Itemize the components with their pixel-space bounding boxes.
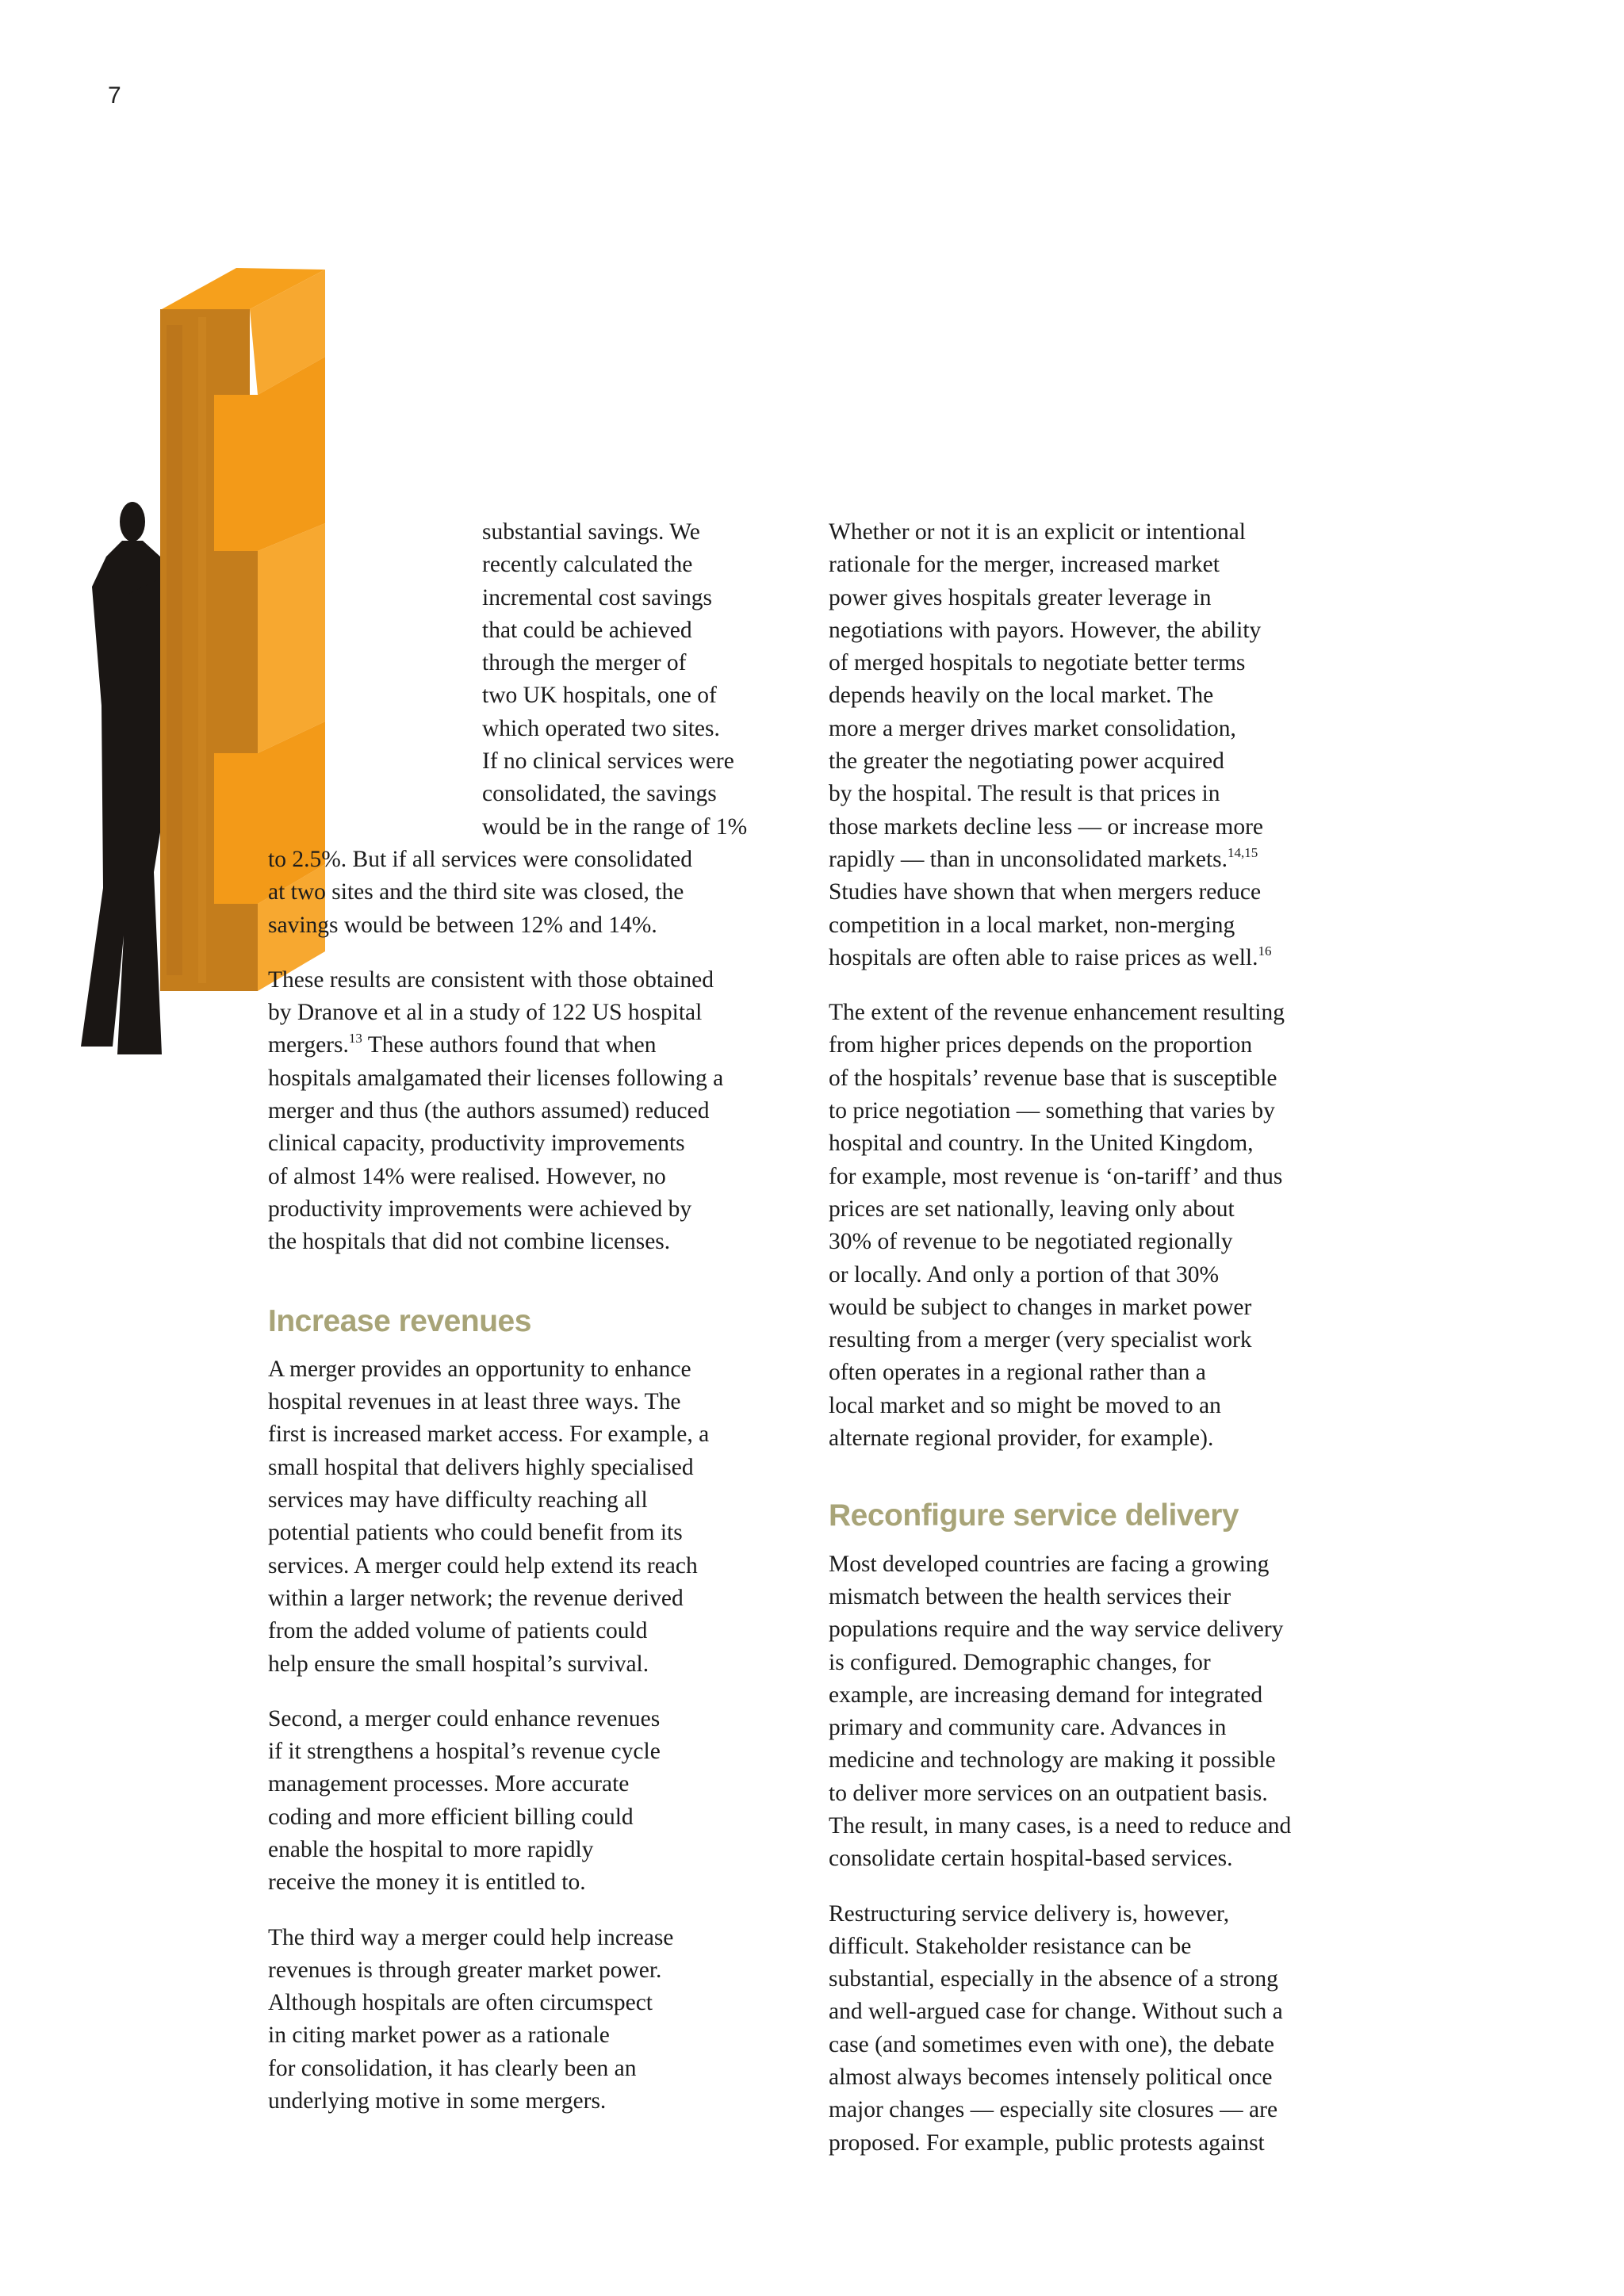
intro-paragraph-continued: to 2.5%. But if all services were consolidated at two sites and the third site was closed, the savings would be between 12% and 14%. bbox=[268, 846, 692, 938]
right-column bbox=[829, 516, 1352, 2182]
intro-paragraph-indented: substantial savings. We recently calculated the incremental cost savings that could be achieved through the merger of two UK hospitals, one of which operated two sites. If no clinical services were consolidated, the savings would be in the range of 1% bbox=[482, 519, 748, 840]
footnote-ref-13: 13 bbox=[348, 1031, 362, 1047]
negotiation-paragraph bbox=[829, 516, 1352, 974]
revenue-enhancement-paragraph: The extent of the revenue enhancement resulting from higher prices depends on the proportion of the hospitals’ revenue base that is susceptible to price negotiation — something that varies by hospital and country. In the United Kingdom, for example, most revenue is ‘on-tariff’ and thus prices are set nationally, leaving only about 30% of revenue to be negotiated regionally or locally. And only a portion of that 30% would be subject to changes in market power resulting from a merger (very specialist work often operates in a regional rather than a local market and so might be moved to an alternate regional provider, for example). bbox=[829, 1000, 1285, 1452]
dranove-text-b: These authors found that when hospitals amalgamated their licenses following a merger and thus (the authors assumed) reduced clinical capacity, productivity improvements of almost 14% were realised. However, no productivity improvements were achieved by the hospitals that did not combine licenses. bbox=[268, 1032, 724, 1255]
footnote-ref-16: 16 bbox=[1258, 943, 1272, 959]
revenue-cycle-paragraph: Second, a merger could enhance revenues if it strengthens a hospital’s revenue cycle management processes. More accurate coding and more efficient billing could enable the hospital to more rapidly receive the money it is entitled to. bbox=[268, 1705, 661, 1896]
page-number: 7 bbox=[108, 82, 121, 109]
market-power-paragraph: The third way a merger could help increase revenues is through greater market power. Although hospitals are often circumspect in citing market power as a rationale for consolidation, it has clearly been an underlying motive in some mergers. bbox=[268, 1924, 674, 2114]
dranove-paragraph bbox=[268, 964, 791, 1259]
market-access-paragraph: A merger provides an opportunity to enhance hospital revenues in at least three ways. The first is increased market access. For example, a small hospital that delivers highly specialised services may have difficulty reaching all potential patients who could benefit from its services. A merger could help extend its reach within a larger network; the revenue derived from the added volume of patients could help ensure the small hospital’s survival. bbox=[268, 1356, 710, 1677]
restructuring-paragraph: Restructuring service delivery is, however, difficult. Stakeholder resistance can be substantial, especially in the absence of a strong and well-argued case for change. Without such a case (and sometimes even with one), the debate almost always becomes intensely political once major changes — especially site closures — are proposed. For example, public protests against bbox=[829, 1900, 1283, 2156]
dranove-text-a: These results are consistent with those obtained by Dranove et al in a study of 122 US hospital mergers. bbox=[268, 966, 714, 1058]
mismatch-paragraph: Most developed countries are facing a growing mismatch between the health services their populations require and the way service delivery is configured. Demographic changes, for example, are increasing demand for integrated primary and community care. Advances in medicine and technology are making it possible to deliver more services on an outpatient basis. The result, in many cases, is a need to reduce and consolidate certain hospital-based services. bbox=[829, 1551, 1292, 1872]
heading-increase-revenues: Increase revenues bbox=[268, 1303, 531, 1338]
negotiation-text-b: Studies have shown that when mergers reduce competition in a local market, non-merging hospitals are often able to raise prices as well. bbox=[829, 879, 1262, 970]
footnote-ref-14-15: 14,15 bbox=[1228, 844, 1258, 860]
heading-reconfigure-service-delivery: Reconfigure service delivery bbox=[829, 1498, 1239, 1533]
left-column bbox=[268, 516, 791, 2140]
negotiation-text-a: Whether or not it is an explicit or intentional rationale for the merger, increased market power gives hospitals greater leverage in negotiations with payors. However, the ability of merged hospitals to negotiate better terms depends heavily on the local market. The more a merger drives market consolidation, the greater the negotiating power acquired by the hospital. The result is that prices in those markets decline less — or increase more rapidly — than in unconsolidated markets. bbox=[829, 519, 1264, 872]
